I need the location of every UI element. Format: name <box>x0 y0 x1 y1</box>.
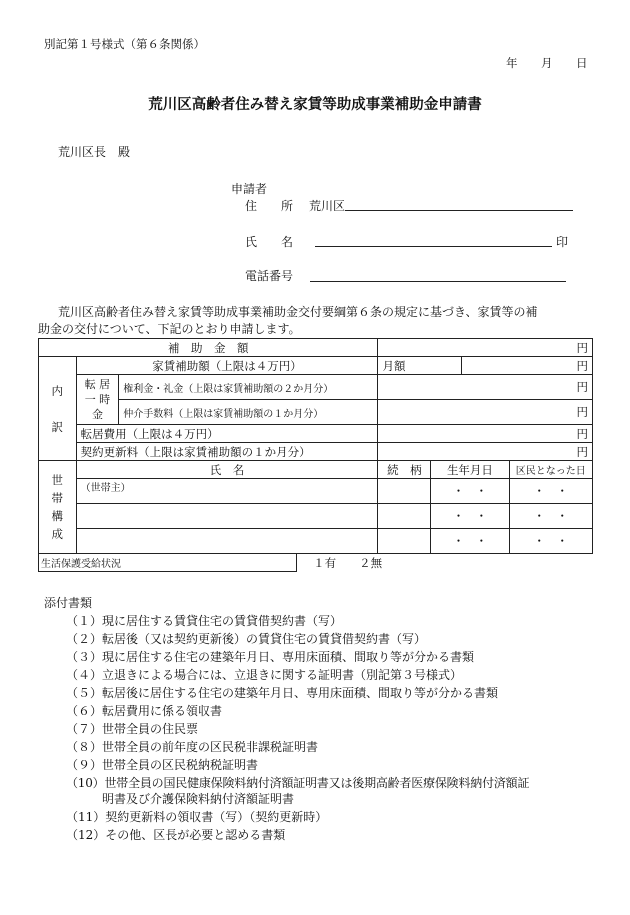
attachment-item: （12）その他、区長が必要と認める書類 <box>66 828 286 842</box>
subsidy-table <box>38 338 593 572</box>
date-year: 年 <box>506 56 518 70</box>
member-name-cell[interactable] <box>76 529 378 554</box>
agent-fee-label: 仲介手数料（上限は家賃補助額の１か月分） <box>119 400 378 425</box>
relation-cell[interactable] <box>378 529 431 554</box>
attachment-item: （４）立退きによる場合には、立退きに関する証明書（別記第３号様式） <box>66 668 463 682</box>
attachment-item: （７）世帯全員の住民票 <box>66 722 199 736</box>
head-of-household-cell[interactable]: （世帯主） <box>76 479 378 504</box>
table-row <box>39 339 593 357</box>
table-row <box>39 357 593 375</box>
subsidy-header: 補 助 金 額 <box>39 339 378 357</box>
resident-cell[interactable]: ・ ・ <box>509 479 592 504</box>
name-field[interactable] <box>315 246 552 247</box>
agent-fee-yen[interactable]: 円 <box>378 400 593 425</box>
col-relation: 続 柄 <box>378 461 431 479</box>
household-label: 世 帯 構 成 <box>39 461 77 554</box>
address-label: 住 所 <box>245 199 294 213</box>
table-row <box>39 400 593 425</box>
col-resident: 区民となった日 <box>509 461 592 479</box>
relation-cell[interactable] <box>378 479 431 504</box>
attachment-item: （９）世帯全員の区民税納税証明書 <box>66 758 259 772</box>
phone-field[interactable] <box>310 281 566 282</box>
moving-cost-label: 転居費用（上限は４万円） <box>76 425 378 443</box>
member-name-cell[interactable] <box>76 504 378 529</box>
moving-lump-label: 転 居 一 時 金 <box>76 375 119 425</box>
resident-cell[interactable]: ・ ・ <box>509 529 592 554</box>
attachments-title: 添付書類 <box>44 596 93 610</box>
seal-mark: 印 <box>556 235 569 249</box>
attachment-item-continued: 明書及び介護保険料納付済額証明書 <box>66 792 295 806</box>
address-field[interactable] <box>345 210 573 211</box>
birth-cell[interactable]: ・ ・ <box>431 504 509 529</box>
addressee: 荒川区長 殿 <box>58 145 131 159</box>
attachment-item: （１）現に居住する賃貸住宅の賃貸借契約書（写） <box>66 614 343 628</box>
birth-cell[interactable]: ・ ・ <box>431 529 509 554</box>
table-row <box>39 425 593 443</box>
table-row <box>39 479 593 504</box>
date-day: 日 <box>576 56 588 70</box>
col-name: 氏 名 <box>76 461 378 479</box>
subsidy-total-yen[interactable]: 円 <box>378 339 593 357</box>
table-row <box>39 504 593 529</box>
monthly-label: 月額 <box>378 357 461 375</box>
attachment-item: （５）転居後に居住する住宅の建築年月日、専用床面積、間取り等が分かる書類 <box>66 686 499 700</box>
birth-cell[interactable]: ・ ・ <box>431 479 509 504</box>
resident-cell[interactable]: ・ ・ <box>509 504 592 529</box>
document-title: 荒川区高齢者住み替え家賃等助成事業補助金申請書 <box>148 96 482 113</box>
key-money-yen[interactable]: 円 <box>378 375 593 400</box>
moving-cost-yen[interactable]: 円 <box>378 425 593 443</box>
key-money-label: 権利金・礼金（上限は家賃補助額の２か月分） <box>119 375 378 400</box>
rent-label: 家賃補助額（上限は４万円） <box>76 357 378 375</box>
body-text-line-1: 荒川区高齢者住み替え家賃等助成事業補助金交付要綱第６条の規定に基づき、家賃等の補 <box>58 305 538 319</box>
renewal-fee-yen[interactable]: 円 <box>378 443 593 461</box>
relation-cell[interactable] <box>378 504 431 529</box>
applicant-label: 申請者 <box>231 182 268 196</box>
address-prefix: 荒川区 <box>309 199 346 213</box>
col-birth: 生年月日 <box>431 461 509 479</box>
attachment-item: （３）現に居住する住宅の建築年月日、専用床面積、間取り等が分かる書類 <box>66 650 475 664</box>
table-row <box>39 461 593 479</box>
breakdown-label: 内 訳 <box>39 357 77 461</box>
table-row <box>39 554 593 572</box>
table-row <box>39 443 593 461</box>
attachment-item: （８）世帯全員の前年度の区民税非課税証明書 <box>66 740 319 754</box>
body-text-line-2: 助金の交付について、下記のとおり申請します。 <box>38 322 301 336</box>
table-row <box>39 529 593 554</box>
phone-label: 電話番号 <box>245 269 294 283</box>
attachment-item: （２）転居後（又は契約更新後）の賃貸住宅の賃貸借契約書（写） <box>66 632 427 646</box>
date-month: 月 <box>541 56 553 70</box>
table-row <box>39 375 593 400</box>
form-reference: 別記第１号様式（第６条関係） <box>44 37 205 51</box>
welfare-label: 生活保護受給状況 <box>39 554 297 572</box>
name-label: 氏 名 <box>245 235 294 249</box>
attachment-item: （10）世帯全員の国民健康保険料納付済額証明書又は後期高齢者医療保険料納付済額証 <box>66 776 530 790</box>
welfare-options[interactable]: １有 ２無 <box>297 554 593 572</box>
rent-yen[interactable]: 円 <box>461 357 592 375</box>
renewal-fee-label: 契約更新料（上限は家賃補助額の１か月分） <box>76 443 378 461</box>
attachment-item: （11）契約更新料の領収書（写）（契約更新時） <box>66 810 328 824</box>
attachment-item: （６）転居費用に係る領収書 <box>66 704 223 718</box>
